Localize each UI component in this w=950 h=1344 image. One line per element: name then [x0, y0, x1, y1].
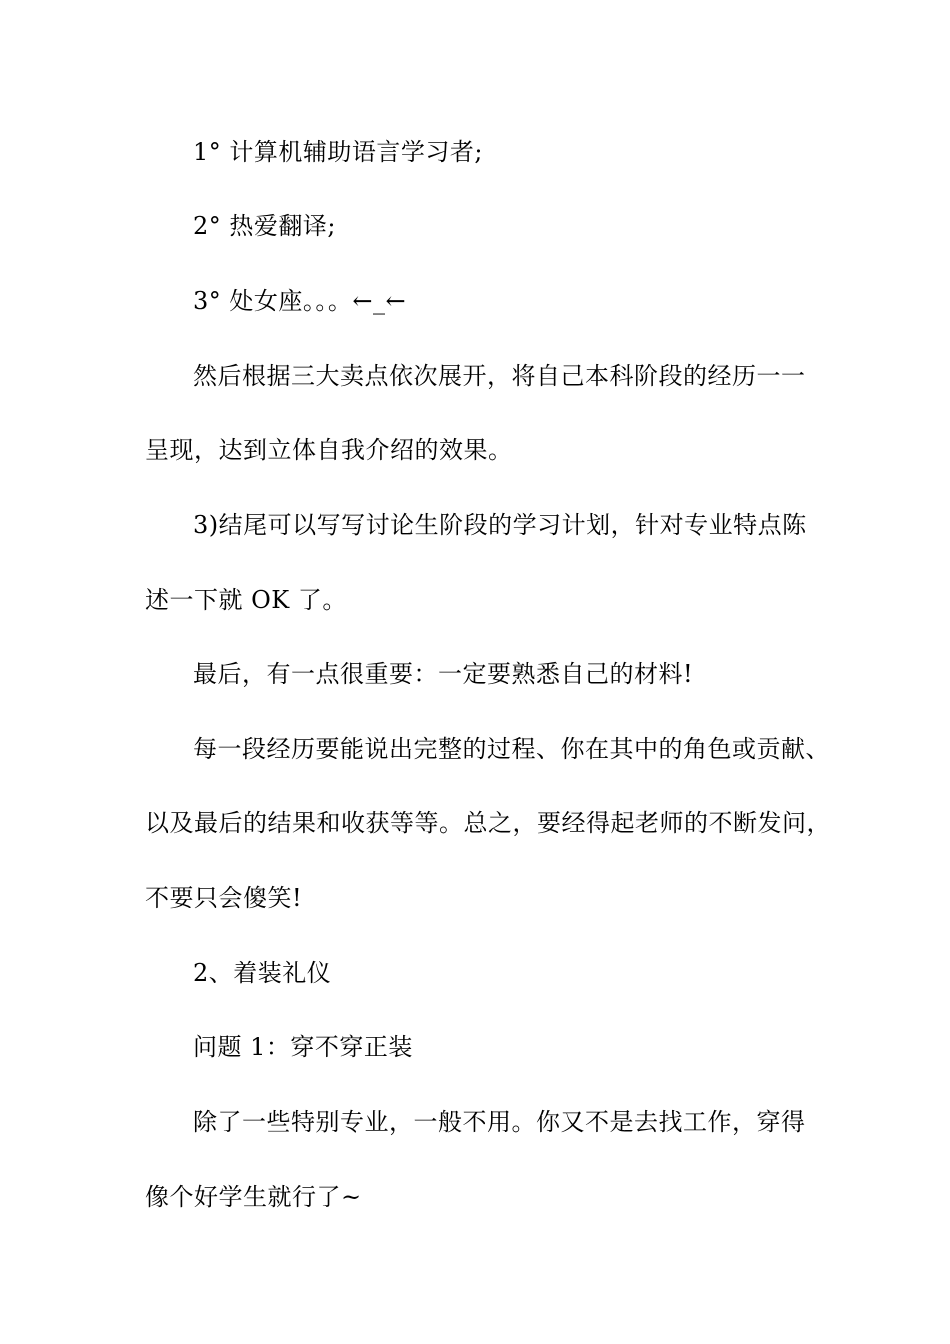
paragraph-line: 除了一些特别专业，一般不用。你又不是去找工作，穿得: [193, 1108, 806, 1136]
list-item-3: 3° 处女座。。。←_←: [193, 287, 407, 315]
paragraph-line: 以及最后的结果和收获等等。总之，要经得起老师的不断发问，: [145, 809, 831, 837]
paragraph-line: 呈现，达到立体自我介绍的效果。: [145, 436, 513, 464]
paragraph-line: 像个好学生就行了~: [145, 1183, 362, 1211]
paragraph-line: 然后根据三大卖点依次展开，将自己本科阶段的经历一一: [193, 362, 806, 390]
paragraph-line: 述一下就 OK 了。: [145, 586, 347, 614]
question-heading: 问题 1：穿不穿正装: [193, 1033, 413, 1061]
paragraph-line: 3)结尾可以写写讨论生阶段的学习计划，针对专业特点陈: [193, 511, 807, 539]
paragraph-line: 每一段经历要能说出完整的过程、你在其中的角色或贡献、: [193, 735, 830, 763]
list-item-2: 2° 热爱翻译;: [193, 212, 336, 240]
paragraph-line: 最后，有一点很重要：一定要熟悉自己的材料!: [193, 660, 694, 688]
section-heading: 2、着装礼仪: [193, 959, 332, 987]
paragraph-line: 不要只会傻笑!: [145, 884, 303, 912]
list-item-1: 1° 计算机辅助语言学习者;: [193, 138, 483, 166]
